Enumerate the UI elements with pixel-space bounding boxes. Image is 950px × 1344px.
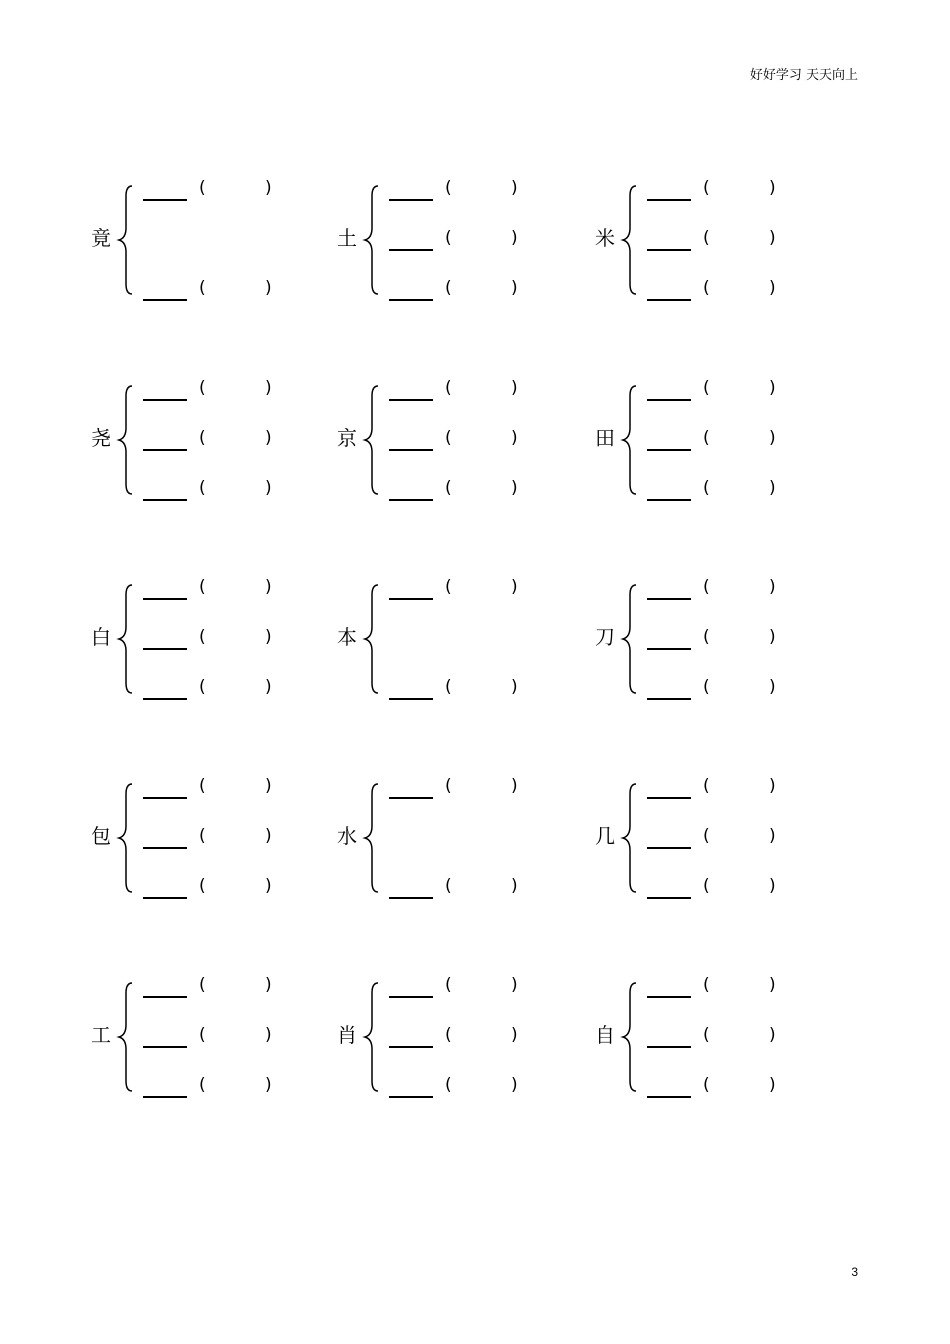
answer-row [389, 378, 539, 402]
word-group [592, 178, 822, 302]
answer-row [389, 677, 539, 701]
fill-blank[interactable] [143, 1096, 187, 1098]
fill-blank[interactable] [389, 1046, 433, 1048]
left-paren: ( [199, 1075, 206, 1095]
left-paren: ( [445, 876, 452, 896]
word-group [88, 975, 318, 1099]
left-paren: ( [199, 1025, 206, 1045]
left-paren: ( [703, 478, 710, 498]
word-group [88, 378, 318, 502]
curly-brace [360, 178, 382, 302]
curly-brace [618, 776, 640, 900]
fill-blank[interactable] [143, 797, 187, 799]
right-paren: ) [265, 826, 272, 846]
base-character: 几 [595, 824, 615, 848]
left-paren: ( [703, 826, 710, 846]
fill-blank[interactable] [647, 399, 691, 401]
left-paren: ( [445, 1075, 452, 1095]
base-character: 土 [337, 226, 357, 250]
fill-blank[interactable] [647, 1046, 691, 1048]
answer-row [389, 178, 539, 202]
curly-brace [618, 178, 640, 302]
fill-blank[interactable] [647, 249, 691, 251]
right-paren: ) [511, 577, 518, 597]
right-paren: ) [265, 378, 272, 398]
left-paren: ( [703, 228, 710, 248]
fill-blank[interactable] [143, 199, 187, 201]
answer-row [143, 826, 293, 850]
left-paren: ( [703, 975, 710, 995]
answer-row [389, 278, 539, 302]
fill-blank[interactable] [389, 1096, 433, 1098]
right-paren: ) [769, 826, 776, 846]
answer-row [389, 428, 539, 452]
fill-blank[interactable] [389, 299, 433, 301]
right-paren: ) [265, 627, 272, 647]
right-paren: ) [511, 876, 518, 896]
answer-row [389, 876, 539, 900]
right-paren: ) [769, 876, 776, 896]
left-paren: ( [199, 627, 206, 647]
right-paren: ) [769, 577, 776, 597]
fill-blank[interactable] [143, 847, 187, 849]
page-number: 3 [851, 1265, 858, 1279]
page-header: 好好学习 天天向上 [749, 68, 858, 83]
left-paren: ( [703, 876, 710, 896]
answer-row [647, 278, 797, 302]
left-paren: ( [445, 776, 452, 796]
fill-blank[interactable] [389, 449, 433, 451]
curly-brace [618, 975, 640, 1099]
base-character: 水 [337, 824, 357, 848]
left-paren: ( [199, 278, 206, 298]
fill-blank[interactable] [143, 598, 187, 600]
fill-blank[interactable] [647, 1096, 691, 1098]
right-paren: ) [511, 278, 518, 298]
fill-blank[interactable] [143, 698, 187, 700]
answer-row [647, 428, 797, 452]
right-paren: ) [769, 378, 776, 398]
base-character: 田 [595, 426, 615, 450]
fill-blank[interactable] [389, 996, 433, 998]
fill-blank[interactable] [647, 648, 691, 650]
right-paren: ) [511, 1025, 518, 1045]
right-paren: ) [265, 876, 272, 896]
curly-brace [360, 378, 382, 502]
answer-row [143, 278, 293, 302]
right-paren: ) [769, 478, 776, 498]
answer-row [143, 1025, 293, 1049]
left-paren: ( [199, 478, 206, 498]
fill-blank[interactable] [143, 299, 187, 301]
curly-brace [114, 577, 136, 701]
right-paren: ) [511, 677, 518, 697]
fill-blank[interactable] [389, 399, 433, 401]
fill-blank[interactable] [143, 499, 187, 501]
left-paren: ( [445, 478, 452, 498]
left-paren: ( [703, 1075, 710, 1095]
curly-brace [114, 776, 136, 900]
left-paren: ( [199, 577, 206, 597]
left-paren: ( [199, 826, 206, 846]
fill-blank[interactable] [647, 598, 691, 600]
answer-row [647, 677, 797, 701]
base-character: 自 [595, 1023, 615, 1047]
answer-row [143, 478, 293, 502]
fill-blank[interactable] [389, 897, 433, 899]
fill-blank[interactable] [143, 897, 187, 899]
base-character: 刀 [595, 625, 615, 649]
word-group [592, 975, 822, 1099]
fill-blank[interactable] [389, 698, 433, 700]
left-paren: ( [703, 178, 710, 198]
left-paren: ( [703, 627, 710, 647]
answer-row [389, 1025, 539, 1049]
left-paren: ( [445, 1025, 452, 1045]
fill-blank[interactable] [647, 996, 691, 998]
left-paren: ( [199, 876, 206, 896]
left-paren: ( [703, 1025, 710, 1045]
right-paren: ) [265, 677, 272, 697]
right-paren: ) [265, 776, 272, 796]
fill-blank[interactable] [647, 499, 691, 501]
word-group [334, 577, 564, 701]
word-group [592, 577, 822, 701]
left-paren: ( [445, 677, 452, 697]
fill-blank[interactable] [143, 449, 187, 451]
right-paren: ) [511, 975, 518, 995]
right-paren: ) [511, 428, 518, 448]
left-paren: ( [199, 975, 206, 995]
curly-brace [618, 378, 640, 502]
left-paren: ( [703, 776, 710, 796]
right-paren: ) [265, 278, 272, 298]
right-paren: ) [769, 677, 776, 697]
answer-row [389, 1075, 539, 1099]
left-paren: ( [445, 975, 452, 995]
word-group [334, 975, 564, 1099]
base-character: 包 [91, 824, 111, 848]
left-paren: ( [445, 577, 452, 597]
base-character: 白 [91, 625, 111, 649]
base-character: 竟 [91, 226, 111, 250]
word-group [88, 178, 318, 302]
answer-row [647, 1025, 797, 1049]
fill-blank[interactable] [143, 648, 187, 650]
answer-row [143, 677, 293, 701]
fill-blank[interactable] [389, 499, 433, 501]
fill-blank[interactable] [647, 897, 691, 899]
right-paren: ) [769, 1075, 776, 1095]
answer-row [389, 478, 539, 502]
fill-blank[interactable] [389, 249, 433, 251]
answer-row [143, 428, 293, 452]
fill-blank[interactable] [389, 598, 433, 600]
left-paren: ( [445, 378, 452, 398]
right-paren: ) [511, 228, 518, 248]
answer-row [647, 826, 797, 850]
fill-blank[interactable] [143, 996, 187, 998]
curly-brace [360, 975, 382, 1099]
right-paren: ) [511, 178, 518, 198]
right-paren: ) [265, 975, 272, 995]
right-paren: ) [511, 776, 518, 796]
left-paren: ( [703, 677, 710, 697]
answer-row [143, 776, 293, 800]
left-paren: ( [445, 228, 452, 248]
answer-row [647, 178, 797, 202]
answer-row [647, 627, 797, 651]
right-paren: ) [769, 278, 776, 298]
curly-brace [114, 378, 136, 502]
word-group [88, 776, 318, 900]
right-paren: ) [511, 378, 518, 398]
left-paren: ( [445, 278, 452, 298]
right-paren: ) [769, 776, 776, 796]
word-group [592, 378, 822, 502]
answer-row [143, 577, 293, 601]
answer-row [143, 975, 293, 999]
curly-brace [114, 975, 136, 1099]
answer-row [389, 228, 539, 252]
base-character: 工 [91, 1023, 111, 1047]
answer-row [647, 378, 797, 402]
right-paren: ) [769, 428, 776, 448]
left-paren: ( [199, 178, 206, 198]
fill-blank[interactable] [647, 797, 691, 799]
right-paren: ) [265, 577, 272, 597]
word-group [334, 178, 564, 302]
base-character: 本 [337, 625, 357, 649]
fill-blank[interactable] [143, 399, 187, 401]
left-paren: ( [703, 428, 710, 448]
right-paren: ) [265, 178, 272, 198]
answer-row [143, 378, 293, 402]
left-paren: ( [199, 378, 206, 398]
left-paren: ( [703, 378, 710, 398]
answer-row [389, 975, 539, 999]
right-paren: ) [769, 627, 776, 647]
answer-row [647, 876, 797, 900]
right-paren: ) [769, 228, 776, 248]
fill-blank[interactable] [647, 199, 691, 201]
answer-row [647, 228, 797, 252]
left-paren: ( [445, 178, 452, 198]
curly-brace [618, 577, 640, 701]
curly-brace [360, 776, 382, 900]
answer-row [143, 1075, 293, 1099]
right-paren: ) [769, 975, 776, 995]
base-character: 米 [595, 226, 615, 250]
word-group [334, 378, 564, 502]
right-paren: ) [769, 178, 776, 198]
left-paren: ( [703, 278, 710, 298]
answer-row [647, 577, 797, 601]
left-paren: ( [199, 776, 206, 796]
left-paren: ( [199, 428, 206, 448]
right-paren: ) [265, 1075, 272, 1095]
fill-blank[interactable] [389, 199, 433, 201]
right-paren: ) [265, 1025, 272, 1045]
answer-row [389, 776, 539, 800]
answer-row [647, 776, 797, 800]
answer-row [143, 627, 293, 651]
left-paren: ( [199, 677, 206, 697]
answer-row [143, 876, 293, 900]
fill-blank[interactable] [143, 1046, 187, 1048]
word-group [592, 776, 822, 900]
curly-brace [114, 178, 136, 302]
fill-blank[interactable] [389, 797, 433, 799]
base-character: 京 [337, 426, 357, 450]
left-paren: ( [445, 428, 452, 448]
answer-row [647, 1075, 797, 1099]
answer-row [647, 478, 797, 502]
curly-brace [360, 577, 382, 701]
right-paren: ) [265, 428, 272, 448]
fill-blank[interactable] [647, 449, 691, 451]
fill-blank[interactable] [647, 698, 691, 700]
word-group [334, 776, 564, 900]
right-paren: ) [265, 478, 272, 498]
fill-blank[interactable] [647, 847, 691, 849]
word-group [88, 577, 318, 701]
fill-blank[interactable] [647, 299, 691, 301]
right-paren: ) [511, 1075, 518, 1095]
base-character: 肖 [337, 1023, 357, 1047]
answer-row [143, 178, 293, 202]
answer-row [647, 975, 797, 999]
left-paren: ( [703, 577, 710, 597]
answer-row [389, 577, 539, 601]
right-paren: ) [769, 1025, 776, 1045]
right-paren: ) [511, 478, 518, 498]
base-character: 尧 [91, 426, 111, 450]
